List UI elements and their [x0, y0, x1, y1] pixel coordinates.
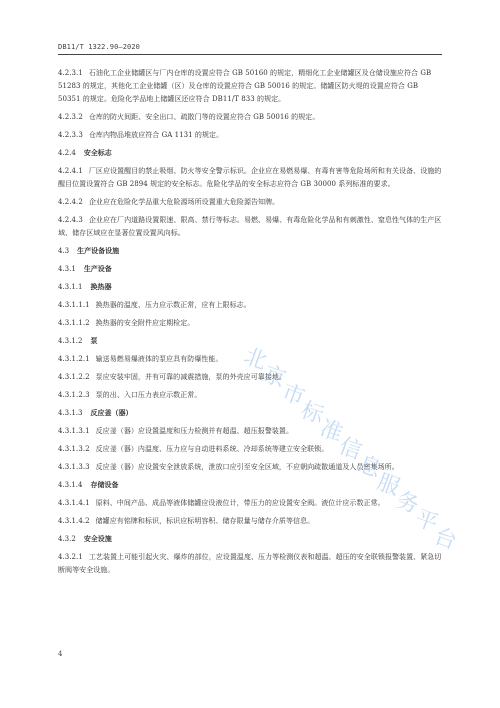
section-heading: [58, 263, 442, 276]
heading-text: 安全设施: [83, 535, 112, 543]
section-heading: [58, 281, 442, 294]
clause-number: 4.3.1.3.3: [58, 463, 90, 471]
clause-number: 4.3.1.1.1: [58, 301, 90, 309]
watermark-char: 台: [430, 523, 460, 555]
watermark-char: 息: [354, 451, 384, 483]
clause-text: 反应釜（器）内温度、压力应与自动进料系统、冷却系统等建立安全联锁。: [95, 445, 329, 453]
clause-text: 反应釜（器）应设置安全泄放系统，泄放口应引至安全区域，不应朝向疏散通道及人员密集场所。: [95, 463, 399, 471]
clause-text: 石油化工企业储罐区与厂内仓库的设置应符合 GB 50160 的规定，精细化工企业储罐区及仓储设施应符合 GB 51283 的规定，其他化工企业储罐（区）及仓库的设置应符合 GB 50016 的规定。储罐区防火堤的设置应符合 GB 50351 的规定。危险化学品地上储罐区还应符合 DB11/T 833 的规定。: [58, 69, 432, 103]
clause-number: 4.2.4.1: [58, 167, 83, 175]
doc-code-header: DB11/T 1322.90—2020: [58, 43, 140, 51]
clause-number: 4.2.3.2: [58, 113, 83, 121]
watermark-char: 京: [259, 361, 289, 393]
clause-paragraph: [58, 515, 442, 528]
clause-number: 4.3.2: [58, 535, 76, 543]
heading-text: 换热器: [90, 283, 112, 291]
section-heading: [58, 245, 442, 258]
clause-text: 泵应安装牢固，并有可靠的减震措施，泵的外壳应可靠接地。: [95, 373, 286, 381]
heading-text: 生产设备: [83, 265, 112, 273]
clause-paragraph: [58, 551, 442, 577]
clause-paragraph: [58, 111, 442, 124]
section-heading: [58, 147, 442, 160]
clause-number: 4.3: [58, 247, 70, 255]
section-heading: [58, 407, 442, 420]
watermark-char: 服: [373, 469, 403, 501]
watermark-char: 平: [411, 505, 441, 537]
clause-paragraph: [58, 443, 442, 456]
section-heading: [58, 479, 442, 492]
clause-text: 企业应在厂内道路设置限速、限高、禁行等标志。易燃、易爆、有毒危险化学品和有刺激性、窒息性气体的生产区域、储存区域应在显著位置设置风向标。: [58, 216, 442, 237]
clause-paragraph: [58, 371, 442, 384]
clause-paragraph: [58, 196, 442, 209]
clause-number: 4.2.3.3: [58, 131, 83, 139]
clause-number: 4.3.2.1: [58, 553, 83, 561]
clause-text: 企业应在危险化学品重大危险源场所设置重大危险源告知牌。: [88, 198, 280, 206]
clause-text: 输送易燃易爆液体的泵应具有防爆性能。: [95, 355, 223, 363]
watermark-char: 北: [240, 343, 270, 375]
clause-paragraph: [58, 389, 442, 402]
watermark-char: 市: [278, 379, 308, 411]
heading-text: 存储设备: [90, 481, 119, 489]
clause-paragraph: [58, 461, 442, 474]
section-heading: [58, 533, 442, 546]
clause-paragraph: [58, 497, 442, 510]
clause-number: 4.2.4.3: [58, 216, 83, 224]
clause-number: 4.3.1.2.2: [58, 373, 90, 381]
clause-number: 4.2.4.2: [58, 198, 83, 206]
page-number: 4: [58, 650, 63, 658]
heading-text: 安全标志: [83, 149, 112, 157]
clause-text: 原料、中间产品、成品等液体储罐应设液位计，带压力的应设置安全阀。液位计应示数正常。: [95, 499, 385, 507]
clause-text: 储罐应有铭牌和标识，标识应标明容积、储存限量与储存介质等信息。: [95, 517, 315, 525]
clause-number: 4.3.1.3.2: [58, 445, 90, 453]
watermark-char: 信: [335, 433, 365, 465]
clause-paragraph: [58, 299, 442, 312]
clause-text: 仓库的防火间距、安全出口、疏散门等的设置应符合 GB 50016 的规定。: [88, 113, 320, 121]
clause-number: 4.3.1.1: [58, 283, 83, 291]
clause-number: 4.3.1.1.2: [58, 319, 90, 327]
watermark-char: 准: [316, 415, 346, 447]
clause-number: 4.3.1.4: [58, 481, 83, 489]
clause-paragraph: [58, 214, 442, 240]
document-body: [58, 67, 442, 582]
watermark-char: 务: [392, 487, 422, 519]
clause-paragraph: [58, 165, 442, 191]
header-rule: [58, 54, 442, 55]
clause-text: 泵的出、入口压力表应示数正常。: [95, 391, 202, 399]
clause-number: 4.3.1: [58, 265, 76, 273]
heading-text: 生产设备设施: [77, 247, 120, 255]
heading-text: 反应釜（器）: [90, 409, 133, 417]
clause-number: 4.2.4: [58, 149, 76, 157]
clause-number: 4.3.1.2.1: [58, 355, 90, 363]
clause-number: 4.3.1.3.1: [58, 427, 90, 435]
clause-number: 4.3.1.4.1: [58, 499, 90, 507]
watermark-char: 标: [297, 397, 327, 429]
clause-number: 4.3.1.4.2: [58, 517, 90, 525]
clause-text: 换热器的安全附件应定期检定。: [95, 319, 195, 327]
clause-paragraph: [58, 425, 442, 438]
clause-text: 仓库内物品堆放应符合 GA 1131 的规定。: [88, 131, 224, 139]
clause-paragraph: [58, 129, 442, 142]
clause-paragraph: [58, 353, 442, 366]
clause-text: 厂区应设置醒目的禁止吸烟、防火等安全警示标识。企业应在易燃易爆、有毒有害等危险场所和有关设备、设施的醒目位置设置符合 GB 2894 规定的安全标志。危险化学品的安全标志应符合 GB 30000 系列标准的要求。: [58, 167, 442, 188]
clause-text: 换热器的温度、压力应示数正常，应有上限标志。: [95, 301, 251, 309]
clause-number: 4.3.1.3: [58, 409, 83, 417]
clause-paragraph: [58, 317, 442, 330]
heading-text: 泵: [90, 337, 98, 345]
clause-number: 4.3.1.2: [58, 337, 83, 345]
section-heading: [58, 335, 442, 348]
clause-number: 4.2.3.1: [58, 69, 83, 77]
clause-text: 工艺装置上可能引起火灾、爆炸的部位，应设置温度、压力等检测仪表和超温、超压的安全联锁报警装置、紧急切断阀等安全设施。: [58, 553, 442, 574]
clause-paragraph: [58, 67, 442, 106]
clause-text: 反应釜（器）应设置温度和压力检测并有超温、超压报警装置。: [95, 427, 294, 435]
clause-number: 4.3.1.2.3: [58, 391, 90, 399]
